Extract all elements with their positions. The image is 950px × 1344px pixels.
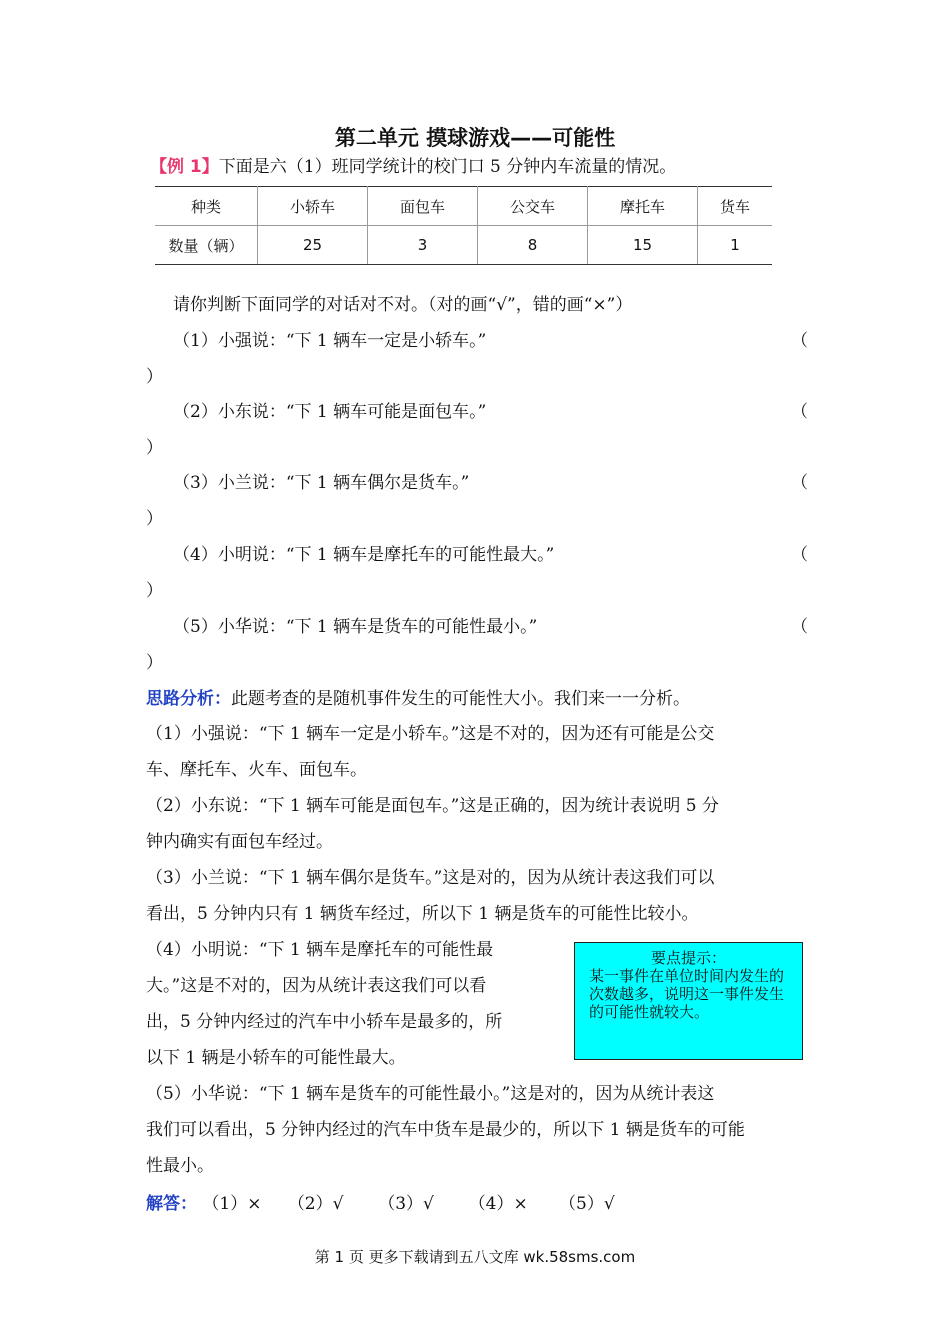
table-header-cell: 公交车	[478, 187, 588, 226]
analysis-line: 出，5 分钟内经过的汽车中小轿车是最多的，所	[146, 1012, 503, 1032]
statement-3: （3）小兰说：“下 1 辆车偶尔是货车。”	[173, 473, 470, 493]
page-footer: 第 1 页 更多下载请到五八文库 wk.58sms.com	[314, 1248, 636, 1266]
table-cell: 3	[368, 226, 478, 265]
answer-blank-close: ）	[146, 438, 163, 458]
answer-item: （2）√	[287, 1194, 344, 1214]
answer-blank-open: （	[791, 617, 808, 637]
answer-line	[146, 1193, 615, 1215]
tip-box	[574, 942, 803, 1060]
analysis-line: （2）小东说：“下 1 辆车可能是面包车。”这是正确的，因为统计表说明 5 分	[146, 796, 719, 816]
table-header-row	[155, 187, 772, 226]
table-cell: 15	[588, 226, 698, 265]
analysis-line: （5）小华说：“下 1 辆车是货车的可能性最小。”这是对的，因为从统计表这	[146, 1084, 715, 1104]
statement-2: （2）小东说：“下 1 辆车可能是面包车。”	[173, 402, 487, 422]
page-title: 第二单元 摸球游戏——可能性	[334, 126, 616, 150]
answer-item: （5）√	[559, 1194, 615, 1214]
statement-5: （5）小华说：“下 1 辆车是货车的可能性最小。”	[173, 617, 538, 637]
analysis-line: 看出，5 分钟内只有 1 辆货车经过，所以下 1 辆是货车的可能性比较小。	[146, 904, 699, 924]
table-header-cell: 货车	[698, 187, 773, 226]
answer-blank-close: ）	[146, 367, 163, 387]
answer-blank-open: （	[791, 545, 808, 565]
table-row	[155, 226, 772, 265]
analysis-line: 车、摩托车、火车、面包车。	[146, 760, 367, 780]
analysis-intro-line	[146, 688, 690, 710]
answer-blank-close: ）	[146, 653, 163, 673]
analysis-line: （3）小兰说：“下 1 辆车偶尔是货车。”这是对的，因为从统计表这我们可以	[146, 868, 715, 888]
example-tag: 【例 1】	[150, 157, 219, 177]
analysis-line: 以下 1 辆是小轿车的可能性最大。	[146, 1048, 406, 1068]
analysis-label: 思路分析：	[146, 689, 231, 709]
analysis-intro: 此题考查的是随机事件发生的可能性大小。我们来一一分析。	[231, 689, 690, 709]
table-header-cell: 摩托车	[588, 187, 698, 226]
answer-item: （3）√	[378, 1194, 434, 1214]
statement-4: （4）小明说：“下 1 辆车是摩托车的可能性最大。”	[173, 545, 555, 565]
answer-blank-open: （	[791, 402, 808, 422]
tip-heading: 要点提示：	[650, 949, 726, 967]
statement-1: （1）小强说：“下 1 辆车一定是小轿车。”	[173, 331, 487, 351]
table-cell: 8	[478, 226, 588, 265]
answer-item: （1）×	[202, 1194, 262, 1214]
traffic-table	[155, 186, 772, 265]
analysis-line: 性最小。	[146, 1156, 214, 1176]
table-header-cell: 种类	[155, 187, 258, 226]
analysis-line: 我们可以看出，5 分钟内经过的汽车中货车是最少的，所以下 1 辆是货车的可能	[146, 1120, 745, 1140]
instruction: 请你判断下面同学的对话对不对。（对的画“√”，错的画“×”）	[173, 295, 633, 315]
answer-blank-open: （	[791, 331, 808, 351]
answer-label: 解答：	[146, 1194, 197, 1214]
answer-blank-open: （	[791, 473, 808, 493]
table-cell: 1	[698, 226, 773, 265]
answer-blank-close: ）	[146, 581, 163, 601]
table-header-cell: 小轿车	[258, 187, 368, 226]
example-line	[150, 156, 676, 178]
analysis-line: 钟内确实有面包车经过。	[146, 832, 333, 852]
analysis-line: 大。”这是不对的，因为从统计表这我们可以看	[146, 976, 487, 996]
table-cell: 25	[258, 226, 368, 265]
tip-body: 某一事件在单位时间内发生的次数越多，说明这一事件发生的可能性就较大。	[589, 967, 785, 1021]
analysis-line: （4）小明说：“下 1 辆车是摩托车的可能性最	[146, 940, 494, 960]
table-header-cell: 面包车	[368, 187, 478, 226]
example-text: 下面是六（1）班同学统计的校门口 5 分钟内车流量的情况。	[218, 157, 677, 177]
answer-blank-close: ）	[146, 509, 163, 529]
answer-item: （4）×	[468, 1194, 528, 1214]
analysis-line: （1）小强说：“下 1 辆车一定是小轿车。”这是不对的，因为还有可能是公交	[146, 724, 715, 744]
table-cell: 数量（辆）	[155, 226, 258, 265]
